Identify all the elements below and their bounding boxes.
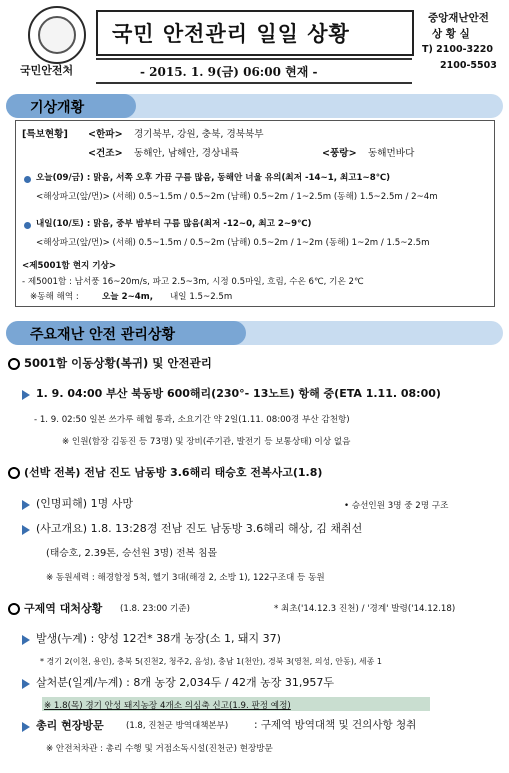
item3b-arrow-icon — [22, 679, 30, 689]
ship-weather-label: <제5001함 현지 기상> — [22, 261, 117, 271]
dry-label: <건조> — [88, 148, 123, 159]
item1-main: 1. 9. 04:00 부산 북동방 600해리(230°- 13노트) 항해 중(ETA 1.11. 08:00) — [36, 387, 441, 400]
page-title: 국민 안전관리 일일 상황 — [112, 22, 350, 46]
weather-section-title: 기상개황 — [30, 100, 85, 116]
tomorrow-wave: <해상파고(앞/먼)> (서해) 0.5~1.5m / 0.5~2m (남해) 0.5~2m / 1~2m (동해) 1~2m / 1.5~2.5m — [36, 238, 430, 248]
item1-arrow-icon — [22, 390, 30, 400]
phone2: 2100-5503 — [440, 60, 497, 71]
item1-sub2: ※ 인원(함장 김동진 등 73명) 및 장비(주기관, 발전기 등 보통상태) 이상 없음 — [62, 437, 351, 447]
item2b-arrow-icon — [22, 525, 30, 535]
item3a-arrow-icon — [22, 635, 30, 645]
dry-text: 동해안, 남해안, 경상내륙 — [134, 148, 239, 159]
item3-first-outbreak: * 최초('14.12.3 진천) / '경계' 발령('14.12.18) — [274, 604, 456, 614]
today-bullet-icon — [24, 176, 31, 183]
wind-text: 동해먼바다 — [368, 148, 415, 159]
header-divider-bottom — [96, 82, 412, 84]
org-line2: 상 황 실 — [432, 28, 470, 40]
item2-rescue: • 승선인원 3명 중 2명 구조 — [344, 501, 449, 511]
today-wave: <해상파고(앞/먼)> (서해) 0.5~1.5m / 0.5~2m (남해) 0.5~2m / 1~2.5m (동해) 1.5~2.5m / 2~4m — [36, 192, 438, 202]
east-sea-prefix: ※동해 해역 : — [30, 292, 79, 302]
east-sea-tomorrow: 내일 1.5~2.5m — [170, 292, 233, 302]
today-forecast: 오늘(09/금) : 맑음, 서쪽 오후 가끔 구름 많음, 동해안 너울 유의(최저 -14~1, 최고1~8℃) — [36, 173, 391, 183]
item2-summary-cont: (태승호, 2.39톤, 승선원 3명) 전복 침몰 — [46, 548, 218, 559]
item2a-arrow-icon — [22, 500, 30, 510]
logo-text: 국민안전처 — [20, 64, 74, 77]
tomorrow-bullet-icon — [24, 222, 31, 229]
status-section-title: 주요재난 안전 관리상황 — [30, 327, 175, 343]
item3-outbreak-detail: * 경기 2(이천, 용인), 충북 5(진천2, 청주2, 음성), 충남 1(천안), 경북 3(영천, 의성, 안동), 세종 1 — [40, 657, 383, 666]
item2-deployment: ※ 동원세력 : 해경함정 5척, 헬기 3대(해경 2, 소방 1), 122구조대 등 동원 — [46, 573, 325, 583]
wind-label: <풍랑> — [322, 148, 357, 159]
item1-ring-icon — [8, 358, 20, 370]
item2-summary: (사고개요) 1.8. 13:28경 전남 진도 남동방 3.6해리 해상, 김 채취선 — [36, 522, 363, 535]
item3-vice-minister: ※ 안전처차관 : 총리 수행 및 거점소독시설(진천군) 현장방문 — [46, 744, 273, 754]
special-label: [특보현황] — [22, 129, 68, 140]
item3-ring-icon — [8, 603, 20, 615]
cold-label: <한파> — [88, 129, 123, 140]
item2-casualty: (인명피해) 1명 사망 — [36, 497, 133, 510]
item3-outbreak: 발생(누계) : 양성 12건* 38개 농장(소 1, 돼지 37) — [36, 632, 281, 645]
item3-pm-visit-text: : 구제역 방역대책 및 건의사항 청취 — [254, 719, 417, 731]
item1-sub1: - 1. 9. 02:50 일본 쓰가루 해협 통과, 소요기간 약 2일(1.11. 08:00경 부산 감천항) — [34, 415, 350, 425]
tomorrow-forecast: 내일(10/토) : 맑음, 중부 밤부터 구름 많음(최저 -12~0, 최고 2~9℃) — [36, 219, 312, 229]
cold-text: 경기북부, 강원, 충북, 경북북부 — [134, 129, 264, 140]
item3-culling: 살처분(일계/누계) : 8개 농장 2,034두 / 42개 농장 31,957두 — [36, 676, 335, 689]
item3-title: 구제역 대처상황 — [24, 602, 103, 615]
ship-weather-line: - 제5001함 : 남서풍 16~20m/s, 파고 2.5~3m, 시정 0.5마일, 흐림, 수온 6℃, 기온 2℃ — [22, 277, 364, 287]
east-sea-today: 오늘 2~4m, — [102, 292, 153, 302]
header-divider — [96, 58, 412, 60]
item3-suspect-report: ※ 1.8(목) 경기 안성 돼지농장 4개소 의심축 신고(1.9. 판정 예정) — [44, 701, 291, 711]
item2-ring-icon — [8, 467, 20, 479]
date-line: - 2015. 1. 9(금) 06:00 현재 - — [140, 65, 318, 79]
item2-title: (선박 전복) 전남 진도 남동방 3.6해리 태승호 전복사고(1.8) — [24, 466, 323, 479]
emblem-inner — [38, 16, 76, 54]
org-line1: 중앙재난안전 — [428, 12, 489, 24]
item3-pm-visit-label: 총리 현장방문 — [36, 719, 104, 732]
item3-title-time: (1.8. 23:00 기준) — [120, 604, 190, 614]
item3c-arrow-icon — [22, 722, 30, 732]
phone1: T) 2100-3220 — [422, 44, 493, 55]
item1-title: 5001함 이동상황(복귀) 및 안전관리 — [24, 356, 212, 370]
item3-pm-visit-time: (1.8, 진천군 방역대책본부) — [126, 721, 229, 731]
